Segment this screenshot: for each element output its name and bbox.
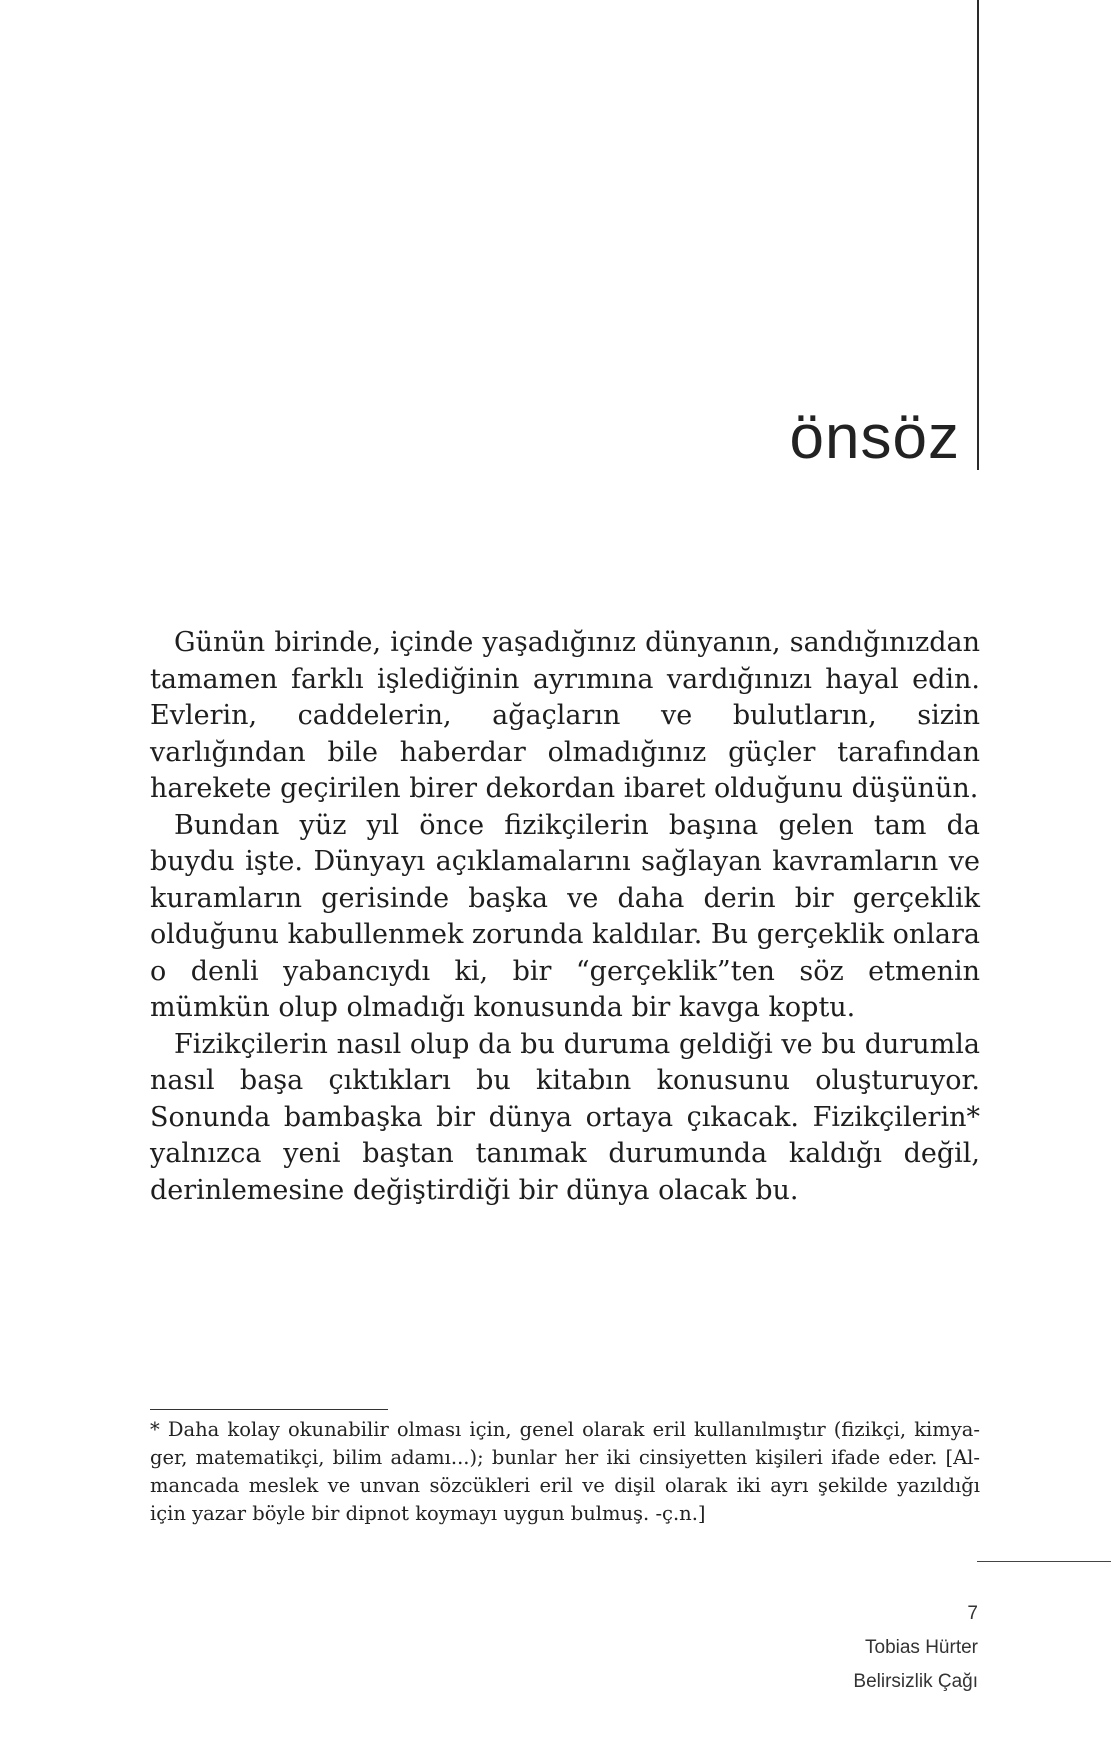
book-title: Belirsizlik Çağı [853, 1671, 978, 1692]
paragraph-2: Bundan yüz yıl önce fizikçilerin başına gelen tam da buydu işte. Dünyayı açıklamalarını sağlayan kavramların ve kuramların gerisinde başka ve daha derin bir gerçeklik olduğunu kabullenmek zorunda kaldılar. Bu gerçeklik onlara o denli yabancıydı ki, bir “gerçeklik”ten söz etmenin mümkün olup olmadığı konusunda bir kavga koptu. [150, 809, 980, 1023]
body-text [150, 625, 980, 1209]
footer-rule [977, 1561, 1111, 1562]
running-footer [853, 1597, 978, 1699]
footnote: * Daha kolay okunabilir olması için, genel olarak eril kullanılmıştır (fizikçi, kimyager, matematikçi, bilim adamı...); bunlar her iki cinsiyetten kişileri ifade eder. [Almancada meslek ve unvan sözcükleri eril ve dişil olarak iki ayrı şekilde yazıldığı için yazar böyle bir dipnot koymayı uygun bulmuş. -ç.n.] [150, 1418, 980, 1525]
footnote-rule [150, 1409, 388, 1410]
page-number: 7 [967, 1603, 978, 1624]
vertical-rule [977, 0, 979, 470]
author-name: Tobias Hürter [865, 1637, 978, 1658]
chapter-title: önsöz [789, 403, 960, 472]
paragraph-3: Fizikçilerin nasıl olup da bu duruma geldiği ve bu durumla nasıl başa çıktıkları bu kitabın konusunu oluşturuyor. Sonunda bambaşka bir dünya ortaya çıkacak. Fizikçilerin* yalnızca yeni baştan tanımak durumunda kaldığı değil, derinlemesine değiştirdiği bir dünya olacak bu. [150, 1028, 980, 1206]
paragraph-1: Günün birinde, içinde yaşadığınız dünyanın, sandığınızdan tamamen farklı işlediğinin ayrımına vardığınızı hayal edin. Evlerin, caddelerin, ağaçların ve bulutların, sizin varlığından bile haberdar olmadığınız güçler tarafından harekete geçirilen birer dekordan ibaret olduğunu düşünün. [150, 627, 980, 804]
